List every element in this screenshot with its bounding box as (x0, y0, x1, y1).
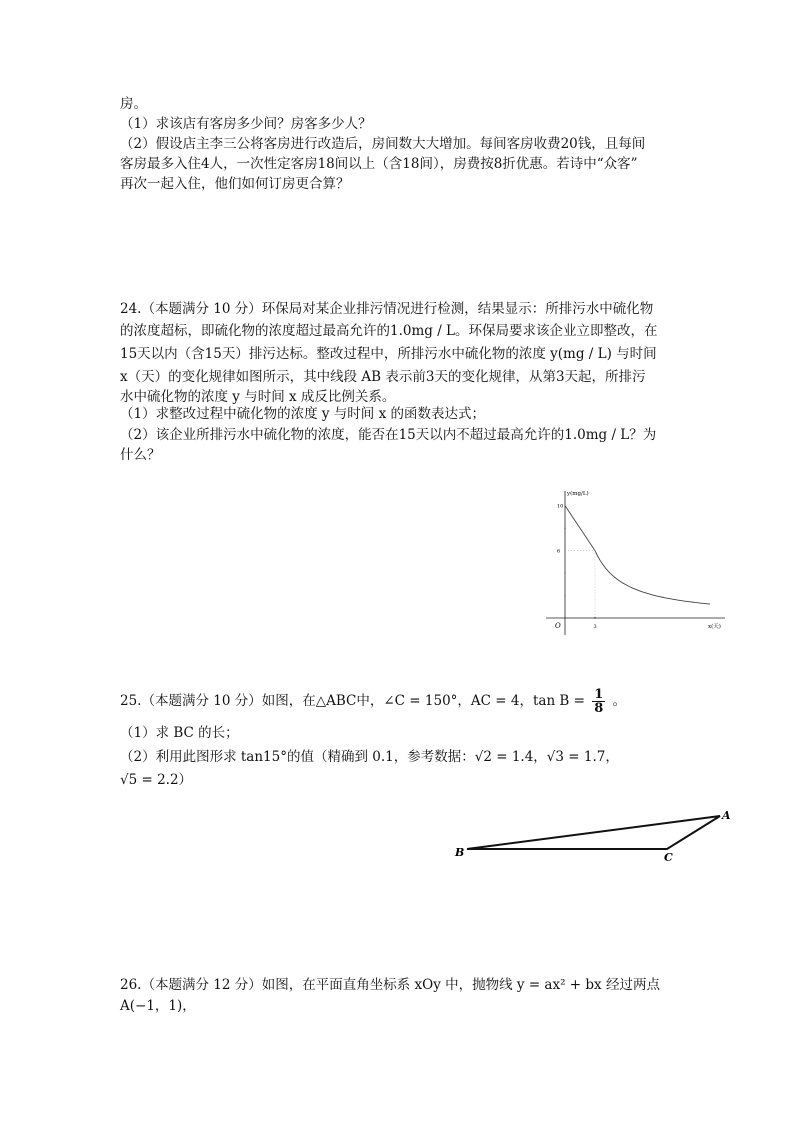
q23-sub2-line1: （2）假设店主李三公将客房进行改造后，房间数大大增加。每间客房收费20钱，且每间 (120, 136, 646, 152)
q25-sub2-line2: √5 = 2.2） (120, 772, 193, 788)
tan-b-fraction (592, 688, 605, 715)
x-axis-dot (594, 617, 596, 619)
q25-stem-end: 。 (612, 693, 627, 709)
q24-line3: 15天以内（含15天）排污达标。整改过程中，所排污水中硫化物的浓度 y(mg / L) 与时间 (120, 346, 657, 362)
triangle-abc (467, 816, 720, 849)
q23-sub2-line2: 客房最多入住4人，一次性定客房18间以上（含18间），房费按8折优惠。若诗中“众客” (120, 156, 638, 172)
origin-label: O (555, 622, 561, 630)
vertex-label-a: A (722, 809, 731, 822)
x-axis-label: x(天) (708, 624, 721, 630)
y-axis-label: y(mg/L) (567, 491, 589, 497)
fraction-numerator: 1 (594, 687, 604, 702)
y-axis-dot (564, 572, 566, 574)
concentration-chart (540, 485, 740, 645)
q25-stem: 25.（本题满分 10 分）如图，在△ABC中，∠C = 150°，AC = 4，tan B = (120, 693, 585, 709)
q24-line4: x（天）的变化规律如图所示，其中线段 AB 表示前3天的变化规律，从第3天起，所排污 (120, 369, 646, 385)
q24-sub2-line2: 什么？ (120, 447, 161, 463)
q25-sub2-line1: （2）利用此图形求 tan15°的值（精确到 0.1，参考数据：√2 = 1.4，√3 = 1.7， (120, 749, 619, 765)
q23-line-cont: 房。 (120, 96, 147, 112)
q26-line1: 26.（本题满分 12 分）如图，在平面直角坐标系 xOy 中，抛物线 y = ax² + bx 经过两点 (120, 977, 660, 993)
q23-sub2-line3: 再次一起入住，他们如何订房更合算？ (120, 176, 350, 192)
q26-line2: A(−1，1)， (120, 998, 196, 1014)
q25-line1 (120, 688, 626, 715)
q24-line2: 的浓度超标，即硫化物的浓度超过最高允许的1.0mg / L。环保局要求该企业立即整改，在 (120, 323, 658, 339)
q24-sub1: （1）求整改过程中硫化物的浓度 y 与时间 x 的函数表达式； (120, 406, 485, 422)
series-ab-line (565, 506, 595, 551)
q24-sub2-line1: （2）该企业所排污水中硫化物的浓度，能否在15天以内不超过最高允许的1.0mg / L？为 (120, 427, 657, 443)
y-tick-label: 10 (557, 503, 564, 510)
series-inverse-curve (595, 551, 710, 604)
q25-sub1: （1）求 BC 的长； (120, 725, 239, 741)
vertex-label-c: C (664, 851, 673, 864)
x-tick-label: 3 (593, 624, 597, 630)
vertex-label-b: B (455, 846, 465, 859)
q23-sub1: （1）求该店有客房多少间？房客多少人？ (120, 116, 372, 132)
y-axis-dot (564, 527, 566, 529)
triangle-figure (440, 800, 740, 870)
fraction-denominator: 8 (594, 701, 604, 716)
q24-line5: 水中硫化物的浓度 y 与时间 x 成反比例关系。 (120, 389, 396, 405)
y-tick-label: 6 (557, 548, 561, 555)
y-axis-dot (564, 595, 566, 597)
q24-line1: 24.（本题满分 10 分）环保局对某企业排污情况进行检测，结果显示：所排污水中硫化物 (120, 301, 654, 317)
